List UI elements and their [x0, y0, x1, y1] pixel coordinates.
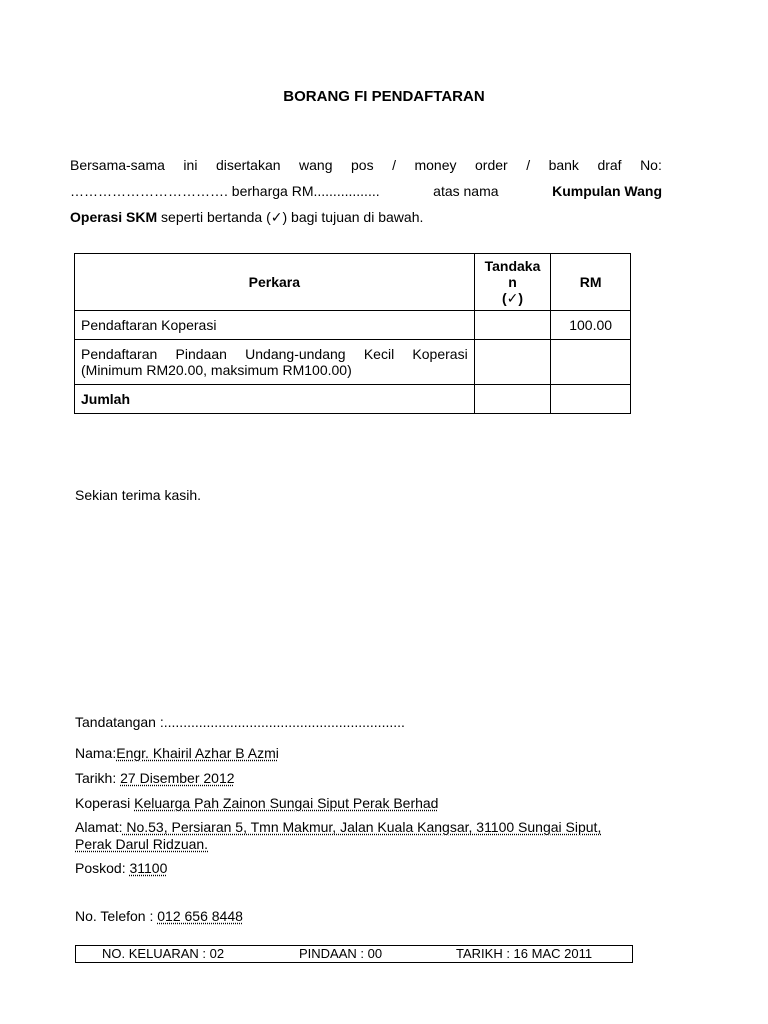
koperasi-value[interactable]: Keluarga Pah Zainon Sungai Siput Perak Berhad [134, 795, 439, 811]
row-perkara: Pendaftaran Pindaan Undang-undang Kecil Koperasi (Minimum RM20.00, maksimum RM100.00) [75, 340, 475, 385]
intro-payee-part1: Kumpulan Wang [552, 183, 662, 199]
alamat-field [75, 819, 601, 835]
intro-line-2 [70, 178, 662, 204]
tarikh-label: Tarikh: [75, 770, 121, 786]
intro-line-3 [70, 204, 662, 230]
telefon-value[interactable]: 012 656 8448 [157, 908, 243, 924]
closing-text: Sekian terima kasih. [75, 487, 202, 503]
form-title: BORANG FI PENDAFTARAN [283, 88, 485, 105]
telefon-label: No. Telefon : [75, 908, 158, 924]
alamat-field-line2 [75, 836, 208, 852]
intro-word: draf [597, 157, 622, 173]
intro-word: No: [640, 157, 662, 173]
footer-keluaran: NO. KELUARAN : 02 [102, 946, 225, 961]
row-rm[interactable] [551, 340, 631, 385]
intro-word: money [414, 157, 457, 173]
fee-table [74, 253, 631, 414]
row-tandakan-cell[interactable] [474, 311, 551, 340]
table-header-row [75, 254, 631, 311]
poskod-value[interactable]: 31100 [129, 860, 168, 876]
intro-word: disertakan [215, 157, 281, 173]
intro-word: wang [299, 157, 333, 173]
intro-atas-nama: atas nama [433, 183, 499, 199]
table-row [75, 311, 631, 340]
intro-word: bank [548, 157, 579, 173]
intro-word: / [526, 157, 531, 173]
signature-line[interactable]: Tandatangan :.............................................................. [75, 714, 405, 730]
row-rm: 100.00 [551, 311, 631, 340]
intro-line-1 [70, 152, 662, 178]
koperasi-field [75, 795, 438, 811]
tarikh-value[interactable]: 27 Disember 2012 [120, 770, 235, 786]
footer-pindaan: PINDAAN : 00 [299, 946, 383, 961]
intro-word: / [392, 157, 396, 173]
intro-word: pos [351, 157, 374, 173]
document-footer [75, 945, 633, 963]
header-tandakan [474, 254, 551, 311]
row-jumlah-label: Jumlah [75, 385, 475, 414]
telefon-field [75, 908, 243, 924]
footer-tarikh: TARIKH : 16 MAC 2011 [456, 946, 593, 961]
intro-purpose: seperti bertanda (✓) bagi tujuan di bawah. [157, 209, 424, 225]
koperasi-label: Koperasi [75, 795, 135, 811]
row-tandakan-cell[interactable] [474, 340, 551, 385]
row-tandakan-cell [474, 385, 551, 414]
header-tandakan-part1: Tandaka [484, 257, 541, 274]
row-total-rm[interactable] [551, 385, 631, 414]
intro-amount: ……………………………. berharga RM................. [70, 183, 380, 199]
header-tandakan-check: (✓) [501, 289, 523, 306]
intro-paragraph [70, 152, 662, 230]
nama-value[interactable]: Engr. Khairil Azhar B Azmi [116, 745, 279, 761]
alamat-value-line1[interactable]: No.53, Persiaran 5, Tmn Makmur, Jalan Kuala Kangsar, 31100 Sungai Siput, [122, 819, 602, 835]
alamat-label: Alamat: [75, 819, 123, 835]
header-rm: RM [551, 254, 631, 311]
nama-label: Nama: [75, 745, 117, 761]
poskod-field [75, 860, 167, 876]
alamat-value-line2[interactable]: Perak Darul Ridzuan. [75, 836, 209, 852]
table-row [75, 340, 631, 385]
tarikh-field [75, 770, 235, 786]
intro-word: ini [183, 157, 198, 173]
header-perkara: Perkara [75, 254, 475, 311]
nama-field [75, 745, 279, 761]
row-perkara: Pendaftaran Koperasi [75, 311, 475, 340]
header-tandakan-part2: n [508, 273, 517, 290]
poskod-label: Poskod: [75, 860, 130, 876]
table-row-total [75, 385, 631, 414]
intro-word: order [475, 157, 508, 173]
intro-payee-part2: Operasi SKM [70, 209, 158, 225]
intro-word: Bersama-sama [70, 157, 165, 173]
